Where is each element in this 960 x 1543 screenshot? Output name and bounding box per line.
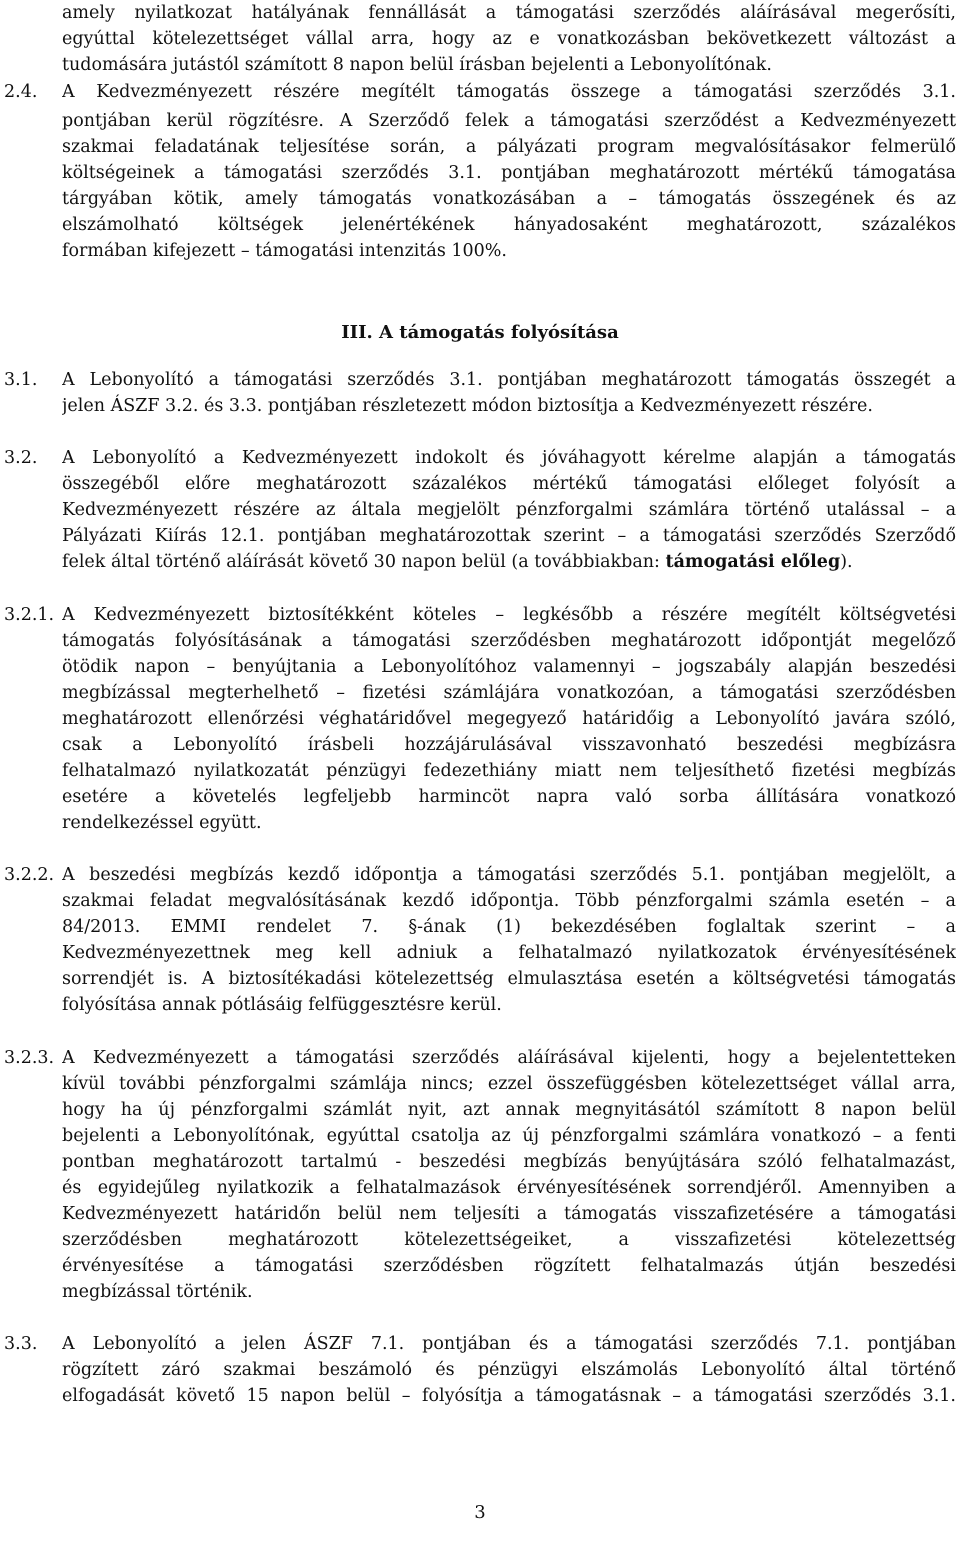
paragraph-line: Kedvezményezettnek meg kell adniuk a felhatalmazó nyilatkozatok érvényesítésének [62,943,956,963]
section-number: 3.3. [4,1334,38,1354]
paragraph-line: A Kedvezményezett a támogatási szerződés aláírásával kijelenti, hogy a bejelentetteken [62,1048,956,1068]
paragraph-line: kívül további pénzforgalmi számlája nincs; ezzel összefüggésben kötelezettséget vállal arra, [62,1074,956,1094]
paragraph-line: bejelenti a Lebonyolítónak, egyúttal csatolja az új pénzforgalmi számlára vonatkozó – a fenti [62,1126,956,1146]
paragraph-line: tudomására jutástól számított 8 napon belül írásban bejelenti a Lebonyolítónak. [62,55,772,75]
paragraph-line [62,549,956,575]
paragraph-line: A Kedvezményezett biztosítékként köteles – legkésőbb a részére megítélt költségvetési [62,605,956,625]
paragraph-line: A Lebonyolító a támogatási szerződés 3.1. pontjában meghatározott támogatás összegét a [62,370,956,390]
paragraph-line: A Lebonyolító a jelen ÁSZF 7.1. pontjában és a támogatási szerződés 7.1. pontjában [62,1334,956,1354]
paragraph-line: amely nyilatkozat hatályának fennállását a támogatási szerződés aláírásával megerősíti, [62,3,956,23]
paragraph-line: folyósítása annak pótlásáig felfüggesztésre kerül. [62,995,502,1015]
paragraph-line: esetére a követelés legfeljebb harmincöt napra való sorba állítására vonatkozó [62,787,956,807]
paragraph-line: egyúttal kötelezettséget vállal arra, hogy az e vonatkozásban bekövetkezett változást a [62,29,956,49]
paragraph-line: költségeinek a támogatási szerződés 3.1. pontjában meghatározott mértékű támogatása [62,163,956,183]
paragraph-line: hogy ha új pénzforgalmi számlát nyit, azt annak megnyitásától számított 8 napon belül [62,1100,956,1120]
paragraph-line: felhatalmazó nyilatkozatát pénzügyi fedezethiány miatt nem teljesíthető fizetési megbízás [62,761,956,781]
paragraph-line: elfogadását követő 15 napon belül – folyósítja a támogatásnak – a támogatási szerződés 3.1. [62,1386,956,1406]
paragraph-line: meghatározott ellenőrzési véghatáridővel megegyező határidőig a Lebonyolító javára szóló, [62,709,956,729]
paragraph-line: támogatás folyósításának a támogatási szerződésben meghatározott időpontját megelőző [62,631,956,651]
section-number: 2.4. [4,82,38,102]
section-number: 3.1. [4,370,38,390]
section-number: 3.2.3. [4,1048,55,1068]
paragraph-line: pontjában kerül rögzítésre. A Szerződő felek a támogatási szerződést a Kedvezményezett [62,111,956,131]
paragraph-line: megbízással történik. [62,1282,253,1302]
paragraph-line: pontban meghatározott tartalmú - beszedési megbízás benyújtására szóló felhatalmazást, [62,1152,956,1172]
paragraph-line: rendelkezéssel együtt. [62,813,262,833]
paragraph-line: elszámolható költségek jelenértékének hányadosaként meghatározott, százalékos [62,215,956,235]
paragraph-line: A beszedési megbízás kezdő időpontja a támogatási szerződés 5.1. pontjában megjelölt, a [62,865,956,885]
paragraph-line: tárgyában kötik, amely támogatás vonatkozásában a – támogatás összegének és az [62,189,956,209]
paragraph-line: Pályázati Kiírás 12.1. pontjában meghatározottak szerint – a támogatási szerződés Szerződő [62,526,956,546]
paragraph-line: ötödik napon – benyújtania a Lebonyolítóhoz valamennyi – jogszabály alapján beszedési [62,657,956,677]
page-number: 3 [474,1502,486,1523]
paragraph-text: felek által történő aláírását követő 30 napon belül (a továbbiakban: [62,552,666,572]
section-heading: III. A támogatás folyósítása [341,322,619,343]
paragraph-text: ). [840,552,853,572]
paragraph-line: érvényesítése a támogatási szerződésben rögzített felhatalmazás útján beszedési [62,1256,956,1276]
paragraph-line: formában kifejezett – támogatási intenzitás 100%. [62,241,507,261]
section-number: 3.2.2. [4,865,55,885]
paragraph-line: 84/2013. EMMI rendelet 7. §-ának (1) bekezdésében foglaltak szerint – a [62,917,956,937]
paragraph-line: szerződésben meghatározott kötelezettségeiket, a visszafizetési kötelezettség [62,1230,956,1250]
paragraph-line: A Kedvezményezett részére megítélt támogatás összege a támogatási szerződés 3.1. [62,82,956,102]
section-number: 3.2.1. [4,605,55,625]
paragraph-line: sorrendjét is. A biztosítékadási kötelezettség elmulasztása esetén a költségvetési támogatás [62,969,956,989]
paragraph-line: szakmai feladat megvalósításának kezdő időpontja. Több pénzforgalmi számla esetén – a [62,891,956,911]
paragraph-line: csak a Lebonyolító írásbeli hozzájárulásával visszavonható beszedési megbízásra [62,735,956,755]
paragraph-line: megbízással megterhelhető – fizetési számlájára vonatkozóan, a támogatási szerződésben [62,683,956,703]
paragraph-line: Kedvezményezett határidőn belül nem teljesíti a támogatás visszafizetésére a támogatási [62,1204,956,1224]
paragraph-line: Kedvezményezett részére az általa megjelölt pénzforgalmi számlára történő utalással – a [62,500,956,520]
paragraph-line: jelen ÁSZF 3.2. és 3.3. pontjában részletezett módon biztosítja a Kedvezményezett részére. [62,396,873,416]
paragraph-line: összegéből előre meghatározott százalékos mértékű támogatási előleget folyósít a [62,474,956,494]
paragraph-line: szakmai feladatának teljesítése során, a pályázati program megvalósításakor felmerülő [62,137,956,157]
paragraph-line: A Lebonyolító a Kedvezményezett indokolt és jóváhagyott kérelme alapján a támogatás [62,448,956,468]
section-number: 3.2. [4,448,38,468]
defined-term: támogatási előleg [665,552,841,572]
paragraph-line: rögzített záró szakmai beszámoló és pénzügyi elszámolás Lebonyolító által történő [62,1360,956,1380]
paragraph-line: és egyidejűleg nyilatkozik a felhatalmazások érvényesítésének sorrendjéről. Amennyiben a [62,1178,956,1198]
